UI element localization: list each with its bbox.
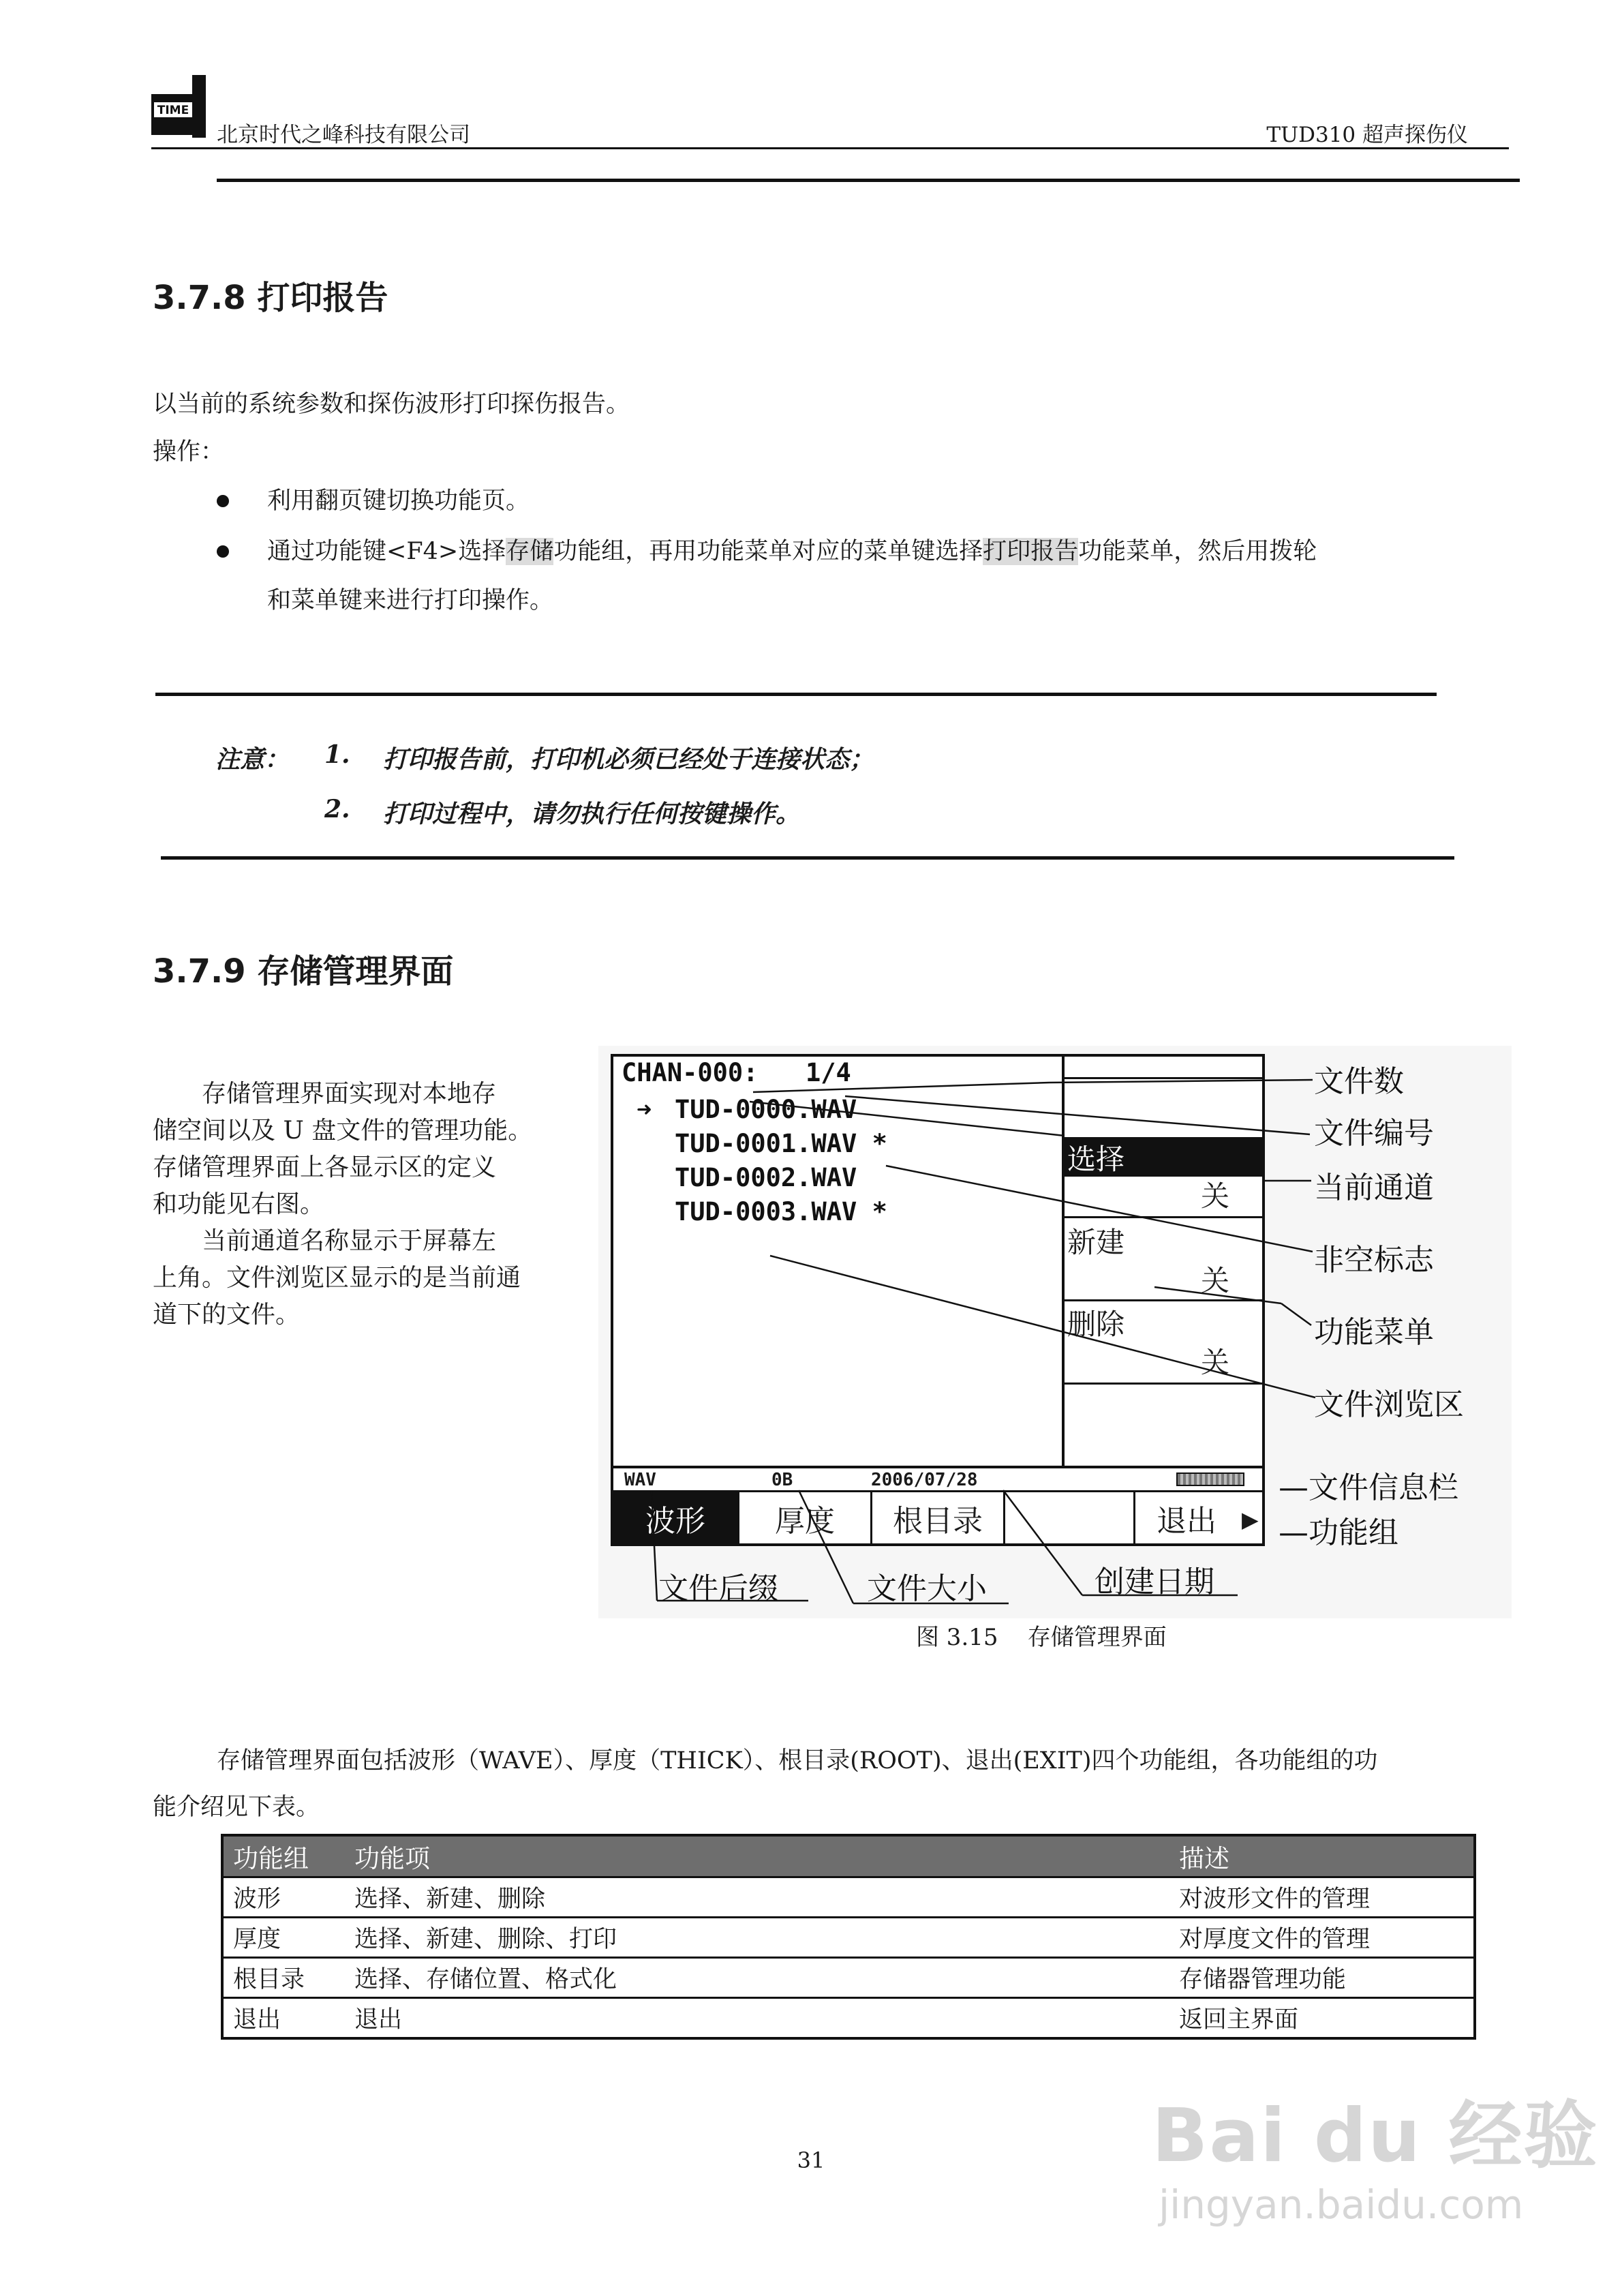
table-cell: 根目录 <box>222 1958 345 1998</box>
note-1-number: 1. <box>324 740 350 769</box>
table-cell: 对波形文件的管理 <box>1169 1877 1475 1918</box>
file-item[interactable]: TUD-0001.WAV * <box>675 1129 887 1158</box>
section-379-para2-line1: 存储管理界面包括波形（WAVE）、厚度（THICK）、根目录(ROOT)、退出(EXIT)四个功能组，各功能组的功 <box>217 1747 1378 1774</box>
info-suffix: WAV <box>624 1470 656 1490</box>
table-header: 功能组 <box>222 1835 345 1877</box>
highlight-print-report: 打印报告 <box>983 538 1079 565</box>
table-cell: 对厚度文件的管理 <box>1169 1918 1475 1958</box>
header-product: TUD310 超声探伤仪 <box>1266 123 1468 147</box>
info-date: 2006/07/28 <box>871 1470 978 1490</box>
table-cell: 退出 <box>345 1998 1169 2039</box>
page-number: 31 <box>797 2147 825 2173</box>
table-header: 功能项 <box>345 1835 1169 1877</box>
file-count: 1/4 <box>806 1058 851 1087</box>
file-item[interactable]: TUD-0003.WAV * <box>675 1197 887 1226</box>
logo-text: TIME <box>157 104 189 117</box>
table-row <box>222 1998 1475 2039</box>
section-379-para2-line2: 能介绍见下表。 <box>153 1794 320 1821</box>
file-item[interactable]: TUD-0000.WAV <box>675 1095 857 1124</box>
desc-line: 和功能见右图。 <box>153 1190 325 1218</box>
callout-current-channel: 当前通道 <box>1314 1170 1434 1205</box>
callout-file-browser: 文件浏览区 <box>1314 1387 1464 1422</box>
desc-line: 道下的文件。 <box>153 1301 301 1329</box>
note-2-number: 2. <box>324 795 350 824</box>
callout-function-group: —功能组 <box>1279 1515 1398 1550</box>
menu-delete-value: 关 <box>1201 1346 1230 1379</box>
callout-create-date: 创建日期 <box>1095 1565 1214 1599</box>
cursor-arrow-icon: ➜ <box>637 1095 652 1124</box>
table-row <box>222 1918 1475 1958</box>
menu-new-label[interactable]: 新建 <box>1067 1226 1125 1259</box>
section-378-title: 3.7.8 打印报告 <box>153 279 388 317</box>
file-item[interactable]: TUD-0002.WAV <box>675 1163 857 1192</box>
table-cell: 退出 <box>222 1998 345 2039</box>
table-cell: 返回主界面 <box>1169 1998 1475 2039</box>
desc-line: 当前通道名称显示于屏幕左 <box>202 1227 497 1255</box>
desc-line: 储空间以及 U 盘文件的管理功能。 <box>153 1117 533 1145</box>
operation-label: 操作： <box>153 438 225 466</box>
menu-select-label[interactable]: 选择 <box>1067 1143 1125 1176</box>
channel-name: CHAN-000: <box>622 1058 759 1087</box>
callout-non-empty-flag: 非空标志 <box>1314 1243 1434 1278</box>
callout-file-count: 文件数 <box>1314 1064 1404 1099</box>
bullet-2-part: 功能组，再用功能菜单对应的菜单键选择 <box>553 538 983 565</box>
table-header-row <box>222 1835 1475 1877</box>
menu-select-value: 关 <box>1201 1179 1230 1213</box>
func-root-button[interactable]: 根目录 <box>893 1504 983 1539</box>
func-thick-button[interactable]: 厚度 <box>775 1504 835 1539</box>
note-1-text: 打印报告前，打印机必须已经处于连接状态； <box>383 745 874 774</box>
table-cell: 厚度 <box>222 1918 345 1958</box>
table-cell: 存储器管理功能 <box>1169 1958 1475 1998</box>
baidu-watermark-logo: Bai du 经验 <box>1152 2094 1599 2179</box>
bullet-2-part: 通过功能键<F4>选择 <box>267 538 506 565</box>
info-size: 0B <box>771 1470 793 1490</box>
function-group-table <box>221 1834 1476 2040</box>
desc-line: 上角。文件浏览区显示的是当前通 <box>153 1264 521 1292</box>
callout-function-menu: 功能菜单 <box>1314 1315 1434 1350</box>
table-cell: 波形 <box>222 1877 345 1918</box>
bullet-2-line2: 和菜单键来进行打印操作。 <box>267 587 554 614</box>
section-379-title: 3.7.9 存储管理界面 <box>153 952 454 991</box>
note-2-text: 打印过程中，请勿执行任何按键操作。 <box>383 800 801 828</box>
section-378-intro: 以当前的系统参数和探伤波形打印探伤报告。 <box>153 391 630 418</box>
func-wave-button[interactable]: 波形 <box>613 1490 737 1546</box>
table-row <box>222 1958 1475 1998</box>
figure-caption: 图 3.15 存储管理界面 <box>916 1624 1167 1651</box>
callout-file-number: 文件编号 <box>1314 1116 1434 1151</box>
baidu-watermark-url: jingyan.baidu.com <box>1159 2181 1524 2228</box>
menu-delete-label[interactable]: 删除 <box>1067 1308 1125 1341</box>
desc-line: 存储管理界面上各显示区的定义 <box>153 1153 497 1181</box>
menu-new-value: 关 <box>1201 1264 1230 1297</box>
table-row <box>222 1877 1475 1918</box>
exit-arrow-icon: ▶ <box>1242 1507 1259 1532</box>
note-label: 注意： <box>215 745 290 774</box>
desc-line: 存储管理界面实现对本地存 <box>202 1080 497 1108</box>
table-cell: 选择、新建、删除、打印 <box>345 1918 1169 1958</box>
callout-file-suffix: 文件后缀 <box>658 1571 778 1606</box>
bullet-2-part: 功能菜单，然后用拨轮 <box>1078 538 1317 565</box>
callout-file-size: 文件大小 <box>867 1571 987 1606</box>
func-exit-button[interactable]: 退出 <box>1157 1504 1216 1539</box>
table-cell: 选择、存储位置、格式化 <box>345 1958 1169 1998</box>
table-header: 描述 <box>1169 1835 1475 1877</box>
header-company: 北京时代之峰科技有限公司 <box>217 123 470 147</box>
callout-file-info-bar: —文件信息栏 <box>1279 1470 1458 1505</box>
table-cell: 选择、新建、删除 <box>345 1877 1169 1918</box>
highlight-storage: 存储 <box>506 538 554 565</box>
bullet-1-text: 利用翻页键切换功能页。 <box>267 487 530 515</box>
